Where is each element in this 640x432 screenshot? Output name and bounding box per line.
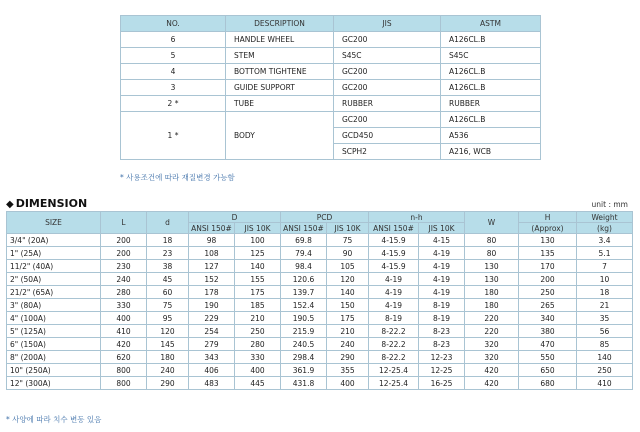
cell-h: 135 [519,247,577,260]
cell-d-jis: 210 [235,312,281,325]
cell-pcd-jis: 120 [327,273,369,286]
cell-nh-jis: 12-23 [419,351,465,364]
cell-nh-jis: 4-19 [419,247,465,260]
cell-d-ansi: 254 [189,325,235,338]
cell-l: 200 [101,247,147,260]
cell-h: 680 [519,377,577,390]
cell-w: 220 [465,312,519,325]
cell-d-ansi: 229 [189,312,235,325]
cell-d-jis: 125 [235,247,281,260]
part-astm: A126CL.B [441,32,541,48]
cell-nh-jis: 4-15 [419,234,465,247]
table-row [7,260,633,273]
cell-nh-ansi: 8-19 [369,312,419,325]
cell-size: 10" (250A) [7,364,101,377]
cell-pcd-ansi: 361.9 [281,364,327,377]
cell-nh-ansi: 4-15.9 [369,260,419,273]
cell-d: 145 [147,338,189,351]
cell-nh-ansi: 4-15.9 [369,234,419,247]
cell-weight: 85 [577,338,633,351]
cell-nh-ansi: 12-25.4 [369,364,419,377]
cell-l: 420 [101,338,147,351]
cell-l: 800 [101,377,147,390]
dimension-header-row [7,212,633,223]
cell-d: 120 [147,325,189,338]
cell-h: 340 [519,312,577,325]
cell-l: 800 [101,364,147,377]
part-no: 2 * [121,96,226,112]
table-row [7,312,633,325]
cell-weight: 56 [577,325,633,338]
cell-d-ansi: 178 [189,286,235,299]
cell-weight: 35 [577,312,633,325]
cell-weight: 5.1 [577,247,633,260]
dimension-title: DIMENSION [15,197,88,210]
part-jis: GC200 [334,112,441,128]
table-row [121,112,541,128]
cell-pcd-ansi: 190.5 [281,312,327,325]
cell-weight: 410 [577,377,633,390]
cell-h: 130 [519,234,577,247]
cell-d-ansi: 343 [189,351,235,364]
cell-nh-jis: 16-25 [419,377,465,390]
header-n-h: n-h [369,212,465,223]
cell-pcd-ansi: 152.4 [281,299,327,312]
cell-d-ansi: 279 [189,338,235,351]
table-row [7,351,633,364]
material-note: * 사용조건에 따라 재질변경 가능함 [120,173,235,182]
cell-h: 380 [519,325,577,338]
cell-nh-jis: 8-23 [419,325,465,338]
cell-size: 3/4" (20A) [7,234,101,247]
cell-w: 420 [465,377,519,390]
cell-d-ansi: 98 [189,234,235,247]
cell-d: 75 [147,299,189,312]
table-row [7,338,633,351]
cell-d: 38 [147,260,189,273]
part-astm: RUBBER [441,96,541,112]
part-no: 4 [121,64,226,80]
cell-h: 550 [519,351,577,364]
cell-h: 170 [519,260,577,273]
cell-d-jis: 185 [235,299,281,312]
cell-nh-ansi: 4-19 [369,299,419,312]
cell-w: 80 [465,247,519,260]
subheader-jis: JIS 10K [419,223,465,234]
dimension-table [6,211,633,390]
cell-h: 200 [519,273,577,286]
cell-h: 650 [519,364,577,377]
cell-d-ansi: 152 [189,273,235,286]
cell-nh-ansi: 8-22.2 [369,351,419,364]
cell-nh-jis: 4-19 [419,273,465,286]
cell-weight: 140 [577,351,633,364]
cell-pcd-jis: 105 [327,260,369,273]
header-w: W [465,212,519,234]
cell-pcd-jis: 140 [327,286,369,299]
cell-d: 18 [147,234,189,247]
dimension-note: * 사양에 따라 치수 변동 있음 [6,415,102,424]
part-jis: GC200 [334,80,441,96]
cell-pcd-ansi: 69.8 [281,234,327,247]
part-description: GUIDE SUPPORT [226,80,334,96]
part-no: 5 [121,48,226,64]
cell-d: 23 [147,247,189,260]
header-pcd: PCD [281,212,369,223]
header-l: L [101,212,147,234]
cell-pcd-jis: 150 [327,299,369,312]
cell-w: 80 [465,234,519,247]
part-jis: S45C [334,48,441,64]
part-no: 6 [121,32,226,48]
cell-h: 250 [519,286,577,299]
subheader-ansi: ANSI 150# [189,223,235,234]
cell-d-jis: 250 [235,325,281,338]
part-astm: A536 [441,128,541,144]
part-no: 1 * [121,112,226,160]
cell-nh-jis: 8-19 [419,299,465,312]
table-row [7,286,633,299]
part-jis: SCPH2 [334,144,441,160]
cell-w: 130 [465,260,519,273]
material-table [120,15,541,160]
cell-size: 21/2" (65A) [7,286,101,299]
unit-label: unit : mm [591,200,628,209]
cell-d-ansi: 127 [189,260,235,273]
cell-w: 420 [465,364,519,377]
table-row [7,364,633,377]
cell-pcd-ansi: 298.4 [281,351,327,364]
cell-w: 130 [465,273,519,286]
table-row [7,247,633,260]
cell-l: 230 [101,260,147,273]
cell-d: 60 [147,286,189,299]
cell-pcd-ansi: 139.7 [281,286,327,299]
part-astm: A216, WCB [441,144,541,160]
subheader-approx: (Approx) [519,223,577,234]
part-astm: S45C [441,48,541,64]
cell-pcd-jis: 175 [327,312,369,325]
cell-pcd-jis: 240 [327,338,369,351]
cell-l: 200 [101,234,147,247]
cell-weight: 10 [577,273,633,286]
cell-l: 330 [101,299,147,312]
cell-d-jis: 445 [235,377,281,390]
cell-w: 180 [465,299,519,312]
part-no: 3 [121,80,226,96]
part-jis: GC200 [334,64,441,80]
header-astm: ASTM [441,16,541,32]
cell-pcd-ansi: 431.8 [281,377,327,390]
header-weight: Weight [577,212,633,223]
table-row [7,299,633,312]
cell-pcd-jis: 290 [327,351,369,364]
dimension-heading [6,197,87,210]
cell-l: 400 [101,312,147,325]
part-description: HANDLE WHEEL [226,32,334,48]
cell-l: 240 [101,273,147,286]
cell-pcd-jis: 90 [327,247,369,260]
table-row [121,48,541,64]
part-jis: GCD450 [334,128,441,144]
cell-size: 11/2" (40A) [7,260,101,273]
cell-d-jis: 175 [235,286,281,299]
subheader-jis: JIS 10K [235,223,281,234]
cell-pcd-ansi: 79.4 [281,247,327,260]
cell-size: 1" (25A) [7,247,101,260]
cell-weight: 250 [577,364,633,377]
cell-d: 95 [147,312,189,325]
cell-size: 3" (80A) [7,299,101,312]
part-jis: GC200 [334,32,441,48]
table-row [121,80,541,96]
part-description: STEM [226,48,334,64]
cell-d-jis: 280 [235,338,281,351]
cell-nh-ansi: 4-15.9 [369,247,419,260]
cell-nh-jis: 8-23 [419,338,465,351]
cell-l: 410 [101,325,147,338]
table-row [121,32,541,48]
header-description: DESCRIPTION [226,16,334,32]
table-row [121,64,541,80]
cell-d-ansi: 108 [189,247,235,260]
cell-pcd-jis: 75 [327,234,369,247]
subheader-jis: JIS 10K [327,223,369,234]
cell-w: 220 [465,325,519,338]
header-no: NO. [121,16,226,32]
part-astm: A126CL.B [441,80,541,96]
cell-d-jis: 140 [235,260,281,273]
cell-weight: 18 [577,286,633,299]
cell-nh-ansi: 8-22.2 [369,325,419,338]
cell-d-jis: 330 [235,351,281,364]
table-row [7,273,633,286]
cell-d-jis: 100 [235,234,281,247]
cell-pcd-jis: 355 [327,364,369,377]
dimension-body [7,234,633,390]
part-description: TUBE [226,96,334,112]
cell-d-jis: 400 [235,364,281,377]
cell-weight: 3.4 [577,234,633,247]
cell-pcd-jis: 210 [327,325,369,338]
subheader-kg: (kg) [577,223,633,234]
cell-d-ansi: 406 [189,364,235,377]
cell-w: 320 [465,351,519,364]
cell-pcd-jis: 400 [327,377,369,390]
subheader-ansi: ANSI 150# [369,223,419,234]
subheader-ansi: ANSI 150# [281,223,327,234]
cell-pcd-ansi: 240.5 [281,338,327,351]
cell-h: 265 [519,299,577,312]
table-row [7,325,633,338]
cell-d: 180 [147,351,189,364]
cell-h: 470 [519,338,577,351]
cell-w: 180 [465,286,519,299]
cell-nh-ansi: 8-22.2 [369,338,419,351]
cell-weight: 21 [577,299,633,312]
cell-size: 5" (125A) [7,325,101,338]
material-header-row [121,16,541,32]
cell-d: 290 [147,377,189,390]
table-row [7,377,633,390]
part-astm: A126CL.B [441,112,541,128]
cell-nh-ansi: 4-19 [369,286,419,299]
header-jis: JIS [334,16,441,32]
cell-pcd-ansi: 215.9 [281,325,327,338]
cell-d-ansi: 190 [189,299,235,312]
cell-nh-jis: 4-19 [419,286,465,299]
cell-size: 8" (200A) [7,351,101,364]
part-description: BODY [226,112,334,160]
part-jis: RUBBER [334,96,441,112]
table-row [7,234,633,247]
cell-d: 240 [147,364,189,377]
cell-nh-jis: 4-19 [419,260,465,273]
cell-weight: 7 [577,260,633,273]
cell-d-jis: 155 [235,273,281,286]
cell-nh-jis: 8-19 [419,312,465,325]
cell-nh-jis: 12-25 [419,364,465,377]
cell-size: 12" (300A) [7,377,101,390]
header-d-small: d [147,212,189,234]
cell-size: 6" (150A) [7,338,101,351]
table-row [121,96,541,112]
part-astm: A126CL.B [441,64,541,80]
cell-pcd-ansi: 120.6 [281,273,327,286]
cell-l: 280 [101,286,147,299]
cell-size: 2" (50A) [7,273,101,286]
diamond-icon: ◆ [6,199,14,210]
header-d-large: D [189,212,281,223]
cell-d: 45 [147,273,189,286]
cell-d-ansi: 483 [189,377,235,390]
cell-pcd-ansi: 98.4 [281,260,327,273]
cell-nh-ansi: 12-25.4 [369,377,419,390]
cell-nh-ansi: 4-19 [369,273,419,286]
cell-size: 4" (100A) [7,312,101,325]
header-size: SIZE [7,212,101,234]
cell-l: 620 [101,351,147,364]
header-h: H [519,212,577,223]
part-description: BOTTOM TIGHTENE [226,64,334,80]
cell-w: 320 [465,338,519,351]
